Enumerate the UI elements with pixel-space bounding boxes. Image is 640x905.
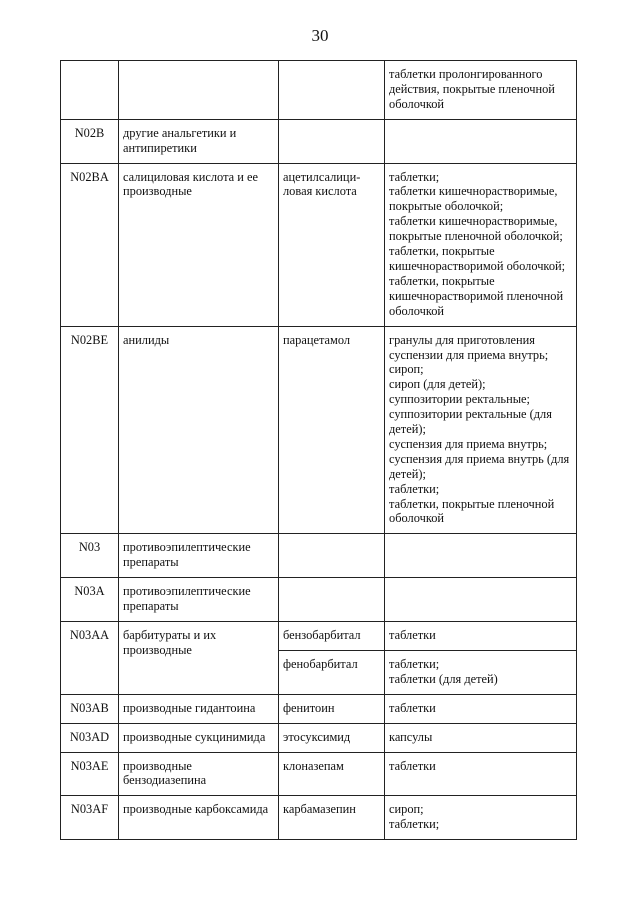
group-cell: производные бензодиазепина — [119, 752, 279, 796]
medicines-table — [60, 60, 577, 840]
substance-cell — [279, 534, 385, 578]
atc-code-cell: N02BA — [61, 163, 119, 326]
atc-code-cell: N03AB — [61, 694, 119, 723]
atc-code-cell: N02B — [61, 119, 119, 163]
table-row — [61, 163, 577, 326]
group-cell — [119, 61, 279, 120]
page-number: 30 — [311, 26, 329, 45]
dosage-form-line: таблетки — [389, 758, 436, 773]
group-cell: производные сукцинимида — [119, 723, 279, 752]
atc-code-cell: N03AF — [61, 796, 119, 840]
substance-cell: клоназепам — [279, 752, 385, 796]
dosage-form-line: таблетки (для детей) — [389, 671, 498, 686]
dosage-form-line: таблетки; — [389, 656, 440, 671]
dosage-form-cell — [385, 723, 577, 752]
table-row — [61, 723, 577, 752]
dosage-form-line: таблетки кишечнорастворимые, покрытые пленочной оболочкой; — [389, 214, 563, 244]
dosage-form-line: суспензия для приема внутрь (для детей); — [389, 451, 570, 481]
dosage-form-line: таблетки кишечнорастворимые, покрытые оболочкой; — [389, 184, 558, 214]
table-row — [61, 119, 577, 163]
dosage-form-cell — [385, 694, 577, 723]
dosage-form-line: таблетки; — [389, 169, 440, 184]
group-cell: производные карбоксамида — [119, 796, 279, 840]
dosage-form-line: гранулы для приготовления суспензии для приема внутрь; — [389, 332, 549, 362]
atc-code-cell: N02BE — [61, 326, 119, 534]
dosage-form-cell — [385, 163, 577, 326]
group-cell: анилиды — [119, 326, 279, 534]
dosage-form-line: капсулы — [389, 729, 433, 744]
group-cell: барбитураты и их производные — [119, 622, 279, 695]
substance-cell: карбамазепин — [279, 796, 385, 840]
dosage-form-line: таблетки, покрытые пленочной оболочкой — [389, 496, 555, 526]
dosage-form-line: таблетки — [389, 700, 436, 715]
dosage-form-cell — [385, 326, 577, 534]
group-cell: другие анальгетики и антипиретики — [119, 119, 279, 163]
group-cell: противоэпилептические препараты — [119, 578, 279, 622]
atc-code-cell: N03 — [61, 534, 119, 578]
dosage-form-line: сироп; — [389, 802, 424, 817]
dosage-form-line: суппозитории ректальные; — [389, 392, 530, 407]
dosage-form-line: таблетки — [389, 628, 436, 642]
dosage-form-cell — [385, 650, 577, 694]
table-row — [61, 752, 577, 796]
dosage-form-line: суппозитории ректальные (для детей); — [389, 407, 552, 437]
dosage-form-line: суспензия для приема внутрь; — [389, 436, 548, 451]
dosage-form-cell — [385, 752, 577, 796]
dosage-form-line: таблетки; — [389, 817, 440, 832]
atc-code-cell: N03AD — [61, 723, 119, 752]
dosage-form-cell — [385, 61, 577, 120]
dosage-form-line: сироп; — [389, 362, 424, 377]
substance-cell — [279, 119, 385, 163]
substance-cell: фенобарбитал — [279, 650, 385, 694]
table-row — [61, 326, 577, 534]
atc-code-cell: N03A — [61, 578, 119, 622]
table-row — [61, 534, 577, 578]
dosage-form-cell — [385, 796, 577, 840]
substance-cell: этосуксимид — [279, 723, 385, 752]
group-cell: производные гидантоина — [119, 694, 279, 723]
substance-cell: парацетамол — [279, 326, 385, 534]
dosage-form-cell — [385, 578, 577, 622]
atc-code-cell — [61, 61, 119, 120]
table-row — [61, 622, 577, 651]
dosage-form-line: таблетки, покрытые кишечнорастворимой пленочной оболочкой — [389, 273, 564, 318]
dosage-form-cell — [385, 534, 577, 578]
group-cell: салициловая кислота и ее производные — [119, 163, 279, 326]
dosage-form-cell — [385, 119, 577, 163]
substance-cell — [279, 61, 385, 120]
atc-code-cell: N03AE — [61, 752, 119, 796]
substance-cell — [279, 578, 385, 622]
table-row — [61, 578, 577, 622]
dosage-form-cell — [385, 622, 577, 651]
substance-cell: фенитоин — [279, 694, 385, 723]
table-row — [61, 61, 577, 120]
substance-cell: бензобарбитал — [279, 622, 385, 651]
group-cell: противоэпилептические препараты — [119, 534, 279, 578]
dosage-form-line: сироп (для детей); — [389, 377, 486, 392]
table-row — [61, 694, 577, 723]
atc-code-cell: N03AA — [61, 622, 119, 695]
table-row — [61, 796, 577, 840]
dosage-form-line: таблетки; — [389, 481, 440, 496]
substance-cell: ацетилсалици-ловая кислота — [279, 163, 385, 326]
dosage-form-line: таблетки пролонгированного действия, покрытые пленочной оболочкой — [389, 67, 555, 111]
dosage-form-line: таблетки, покрытые кишечнорастворимой оболочкой; — [389, 244, 566, 273]
